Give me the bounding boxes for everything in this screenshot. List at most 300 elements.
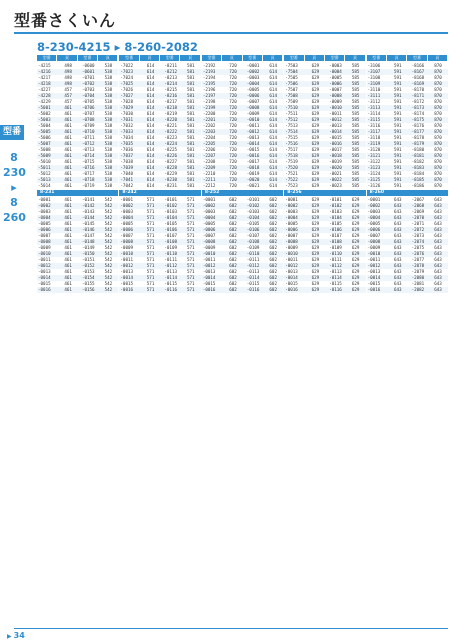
page-ref: 461 — [64, 275, 72, 280]
page-ref: 614 — [146, 105, 155, 110]
model-number: -0004 — [38, 215, 51, 220]
model-number: -0014 — [202, 275, 216, 280]
model-number: -0013 — [329, 123, 342, 128]
page-ref: 720 — [229, 105, 237, 110]
model-number: -4227 — [38, 87, 51, 92]
model-number: -7029 — [120, 105, 134, 110]
model-number: -0008 — [367, 239, 381, 244]
model-number: -0005 — [202, 221, 216, 226]
page-ref: 643 — [434, 275, 442, 280]
column-header — [284, 55, 365, 61]
model-number: -2208 — [202, 159, 216, 164]
page-ref: 629 — [311, 183, 320, 188]
model-number: -0005 — [246, 87, 260, 92]
page-ref: 571 — [146, 269, 155, 274]
model-number: -8184 — [411, 171, 425, 176]
model-number: -0701 — [81, 75, 95, 80]
page-ref: 643 — [394, 233, 402, 238]
model-number: -8219 — [164, 111, 177, 116]
page-ref: 629 — [311, 153, 320, 158]
model-number: -0017 — [329, 147, 342, 152]
page-ref: 629 — [311, 251, 320, 256]
model-number: -0106 — [164, 227, 177, 232]
model-number: -0016 — [246, 153, 260, 158]
model-number: -8185 — [411, 177, 425, 182]
page-ref: 581 — [187, 99, 195, 104]
model-number: -7515 — [285, 135, 298, 140]
model-number: -3123 — [367, 165, 381, 170]
page-ref: 870 — [434, 111, 442, 116]
model-number: -0142 — [81, 203, 95, 208]
page-ref: 629 — [351, 233, 360, 238]
page-ref: 629 — [311, 75, 320, 80]
model-number: -7037 — [120, 153, 134, 158]
model-number: -2071 — [411, 221, 425, 226]
model-number: -5001 — [38, 105, 51, 110]
model-number: -0011 — [246, 123, 260, 128]
model-number: -2077 — [411, 257, 425, 262]
page-ref: 643 — [434, 287, 442, 292]
model-number: -0003 — [329, 63, 342, 68]
model-number: -8215 — [164, 87, 177, 92]
model-number: -0111 — [329, 257, 342, 262]
page-ref: 614 — [146, 147, 155, 152]
model-number: -0101 — [164, 197, 177, 202]
page-ref: 602 — [229, 245, 237, 250]
page-ref: 542 — [104, 251, 113, 256]
model-number: -7032 — [120, 123, 134, 128]
model-number: -4218 — [38, 81, 51, 86]
model-number: -2204 — [202, 135, 216, 140]
page-ref: 538 — [104, 159, 113, 164]
series-subheading: 8-242 — [119, 190, 200, 196]
index-row — [37, 183, 118, 189]
page-ref: 581 — [187, 177, 195, 182]
model-number: -8169 — [411, 81, 425, 86]
page-ref: 643 — [434, 203, 442, 208]
model-number: -0717 — [81, 171, 95, 176]
model-number: -2198 — [202, 99, 216, 104]
page-ref: 720 — [229, 171, 237, 176]
page-ref: 571 — [146, 287, 155, 292]
page-ref: 643 — [394, 251, 402, 256]
model-number: -0712 — [81, 141, 95, 146]
page-ref: 585 — [351, 159, 360, 164]
page-ref: 870 — [434, 141, 442, 146]
page-ref: 870 — [434, 81, 442, 86]
page-ref: 591 — [394, 129, 402, 134]
model-number: -0102 — [246, 203, 260, 208]
page-ref: 602 — [229, 215, 237, 220]
page-ref: 591 — [394, 99, 402, 104]
page-ref: 614 — [146, 69, 155, 74]
page-ref: 720 — [229, 183, 237, 188]
page-ref: 585 — [351, 75, 360, 80]
model-number: -0001 — [202, 197, 216, 202]
column-header — [119, 55, 200, 61]
page-ref: 629 — [351, 215, 360, 220]
page-ref: 461 — [64, 239, 72, 244]
model-number: -8221 — [164, 123, 177, 128]
model-number: -0015 — [120, 281, 134, 286]
page-ref: 870 — [434, 135, 442, 140]
model-number: -0003 — [120, 209, 134, 214]
page-ref: 643 — [394, 227, 402, 232]
page-ref: 571 — [187, 203, 195, 208]
page-ref: 614 — [146, 177, 155, 182]
model-number: -7504 — [285, 69, 298, 74]
page-ref: 870 — [434, 123, 442, 128]
page-ref: 542 — [104, 233, 113, 238]
page-ref: 542 — [104, 209, 113, 214]
page-ref: 643 — [394, 215, 402, 220]
model-number: -8186 — [411, 183, 425, 188]
page-ref: 585 — [351, 111, 360, 116]
model-number: -0154 — [81, 275, 95, 280]
page-ref: 571 — [146, 209, 155, 214]
model-number: -8175 — [411, 117, 425, 122]
model-number: -0009 — [38, 245, 51, 250]
page-ref: 614 — [146, 153, 155, 158]
page-ref: 643 — [434, 197, 442, 202]
model-number: -0014 — [38, 275, 51, 280]
model-number: -0109 — [246, 245, 260, 250]
model-number: -0020 — [329, 165, 342, 170]
page-ref: 629 — [311, 227, 320, 232]
page-ref: 629 — [351, 197, 360, 202]
model-number: -2076 — [411, 251, 425, 256]
model-number: -0111 — [164, 257, 177, 262]
index-column — [284, 55, 365, 623]
model-number: -0110 — [329, 251, 342, 256]
page-ref: 720 — [229, 87, 237, 92]
page-ref: 643 — [434, 239, 442, 244]
page-number — [7, 631, 25, 640]
model-number: -0011 — [367, 257, 381, 262]
model-number: -7520 — [285, 165, 298, 170]
page-ref: 870 — [434, 63, 442, 68]
page-ref: 571 — [187, 275, 195, 280]
page-ref: 542 — [104, 203, 113, 208]
model-number: -0015 — [285, 281, 298, 286]
model-number: -3117 — [367, 129, 381, 134]
model-number: -8166 — [411, 63, 425, 68]
page-ref: 591 — [394, 135, 402, 140]
model-number: -8226 — [164, 153, 177, 158]
model-number: -8231 — [164, 183, 177, 188]
page-ref: 643 — [434, 281, 442, 286]
page-ref: 571 — [187, 209, 195, 214]
model-number: -0013 — [120, 269, 134, 274]
model-number: -2209 — [202, 165, 216, 170]
page-ref: 720 — [229, 123, 237, 128]
index-row — [284, 183, 365, 189]
model-number: -3106 — [367, 63, 381, 68]
page-ref: 614 — [146, 171, 155, 176]
column-header-cell: 型番 — [202, 55, 222, 61]
series-subheading: 8-231 — [37, 190, 118, 196]
model-number: -0110 — [246, 251, 260, 256]
page-ref: 585 — [351, 129, 360, 134]
page-ref: 585 — [351, 63, 360, 68]
page-ref: 461 — [64, 165, 72, 170]
model-number: -0005 — [367, 221, 381, 226]
page-ref: 571 — [146, 227, 155, 232]
model-number: -2078 — [411, 263, 425, 268]
page-ref: 629 — [351, 275, 360, 280]
page-ref: 614 — [146, 165, 155, 170]
model-number: -4215 — [38, 63, 51, 68]
model-number: -7503 — [285, 63, 298, 68]
page-ref: 591 — [394, 93, 402, 98]
page-ref: 629 — [351, 245, 360, 250]
page-ref: 585 — [351, 135, 360, 140]
model-number: -8178 — [411, 135, 425, 140]
model-number: -2075 — [411, 245, 425, 250]
page-ref: 591 — [394, 117, 402, 122]
model-number: -8179 — [411, 141, 425, 146]
model-number: -0004 — [202, 215, 216, 220]
page-ref: 629 — [311, 209, 320, 214]
page-ref: 581 — [187, 81, 195, 86]
page-ref: 538 — [104, 69, 113, 74]
model-number: -0112 — [246, 263, 260, 268]
model-number: -0019 — [329, 159, 342, 164]
page-ref: 614 — [146, 135, 155, 140]
page-ref: 591 — [394, 69, 402, 74]
page-ref: 602 — [269, 239, 277, 244]
model-number: -0111 — [246, 257, 260, 262]
page-ref: 629 — [311, 69, 320, 74]
page-ref: 602 — [269, 275, 277, 280]
page-ref: 629 — [311, 171, 320, 176]
range-heading: 8-230-4215 ▸ 8-260-2082 — [37, 40, 198, 54]
side-range-part: 8 — [10, 151, 18, 164]
page-ref: 720 — [229, 75, 237, 80]
page-ref: 571 — [187, 251, 195, 256]
page-ref: 629 — [351, 287, 360, 292]
page-ref: 614 — [146, 141, 155, 146]
model-number: -3108 — [367, 75, 381, 80]
page-ref: 581 — [187, 123, 195, 128]
model-number: -8171 — [411, 93, 425, 98]
title-rule — [14, 32, 448, 34]
page-ref: 571 — [187, 257, 195, 262]
page-ref: 643 — [434, 263, 442, 268]
page-ref: 498 — [64, 63, 72, 68]
model-number: -8218 — [164, 105, 177, 110]
model-number: -0012 — [202, 263, 216, 268]
page-ref: 538 — [104, 75, 113, 80]
page-ref: 591 — [394, 171, 402, 176]
model-number: -7508 — [285, 93, 298, 98]
page-ref: 538 — [104, 93, 113, 98]
page-ref: 614 — [269, 153, 277, 158]
page-ref: 591 — [394, 183, 402, 188]
model-number: -0107 — [329, 233, 342, 238]
model-number: -0007 — [202, 233, 216, 238]
page-ref: 870 — [434, 105, 442, 110]
page-ref: 629 — [311, 287, 320, 292]
model-number: -0011 — [202, 257, 216, 262]
page-ref: 571 — [146, 281, 155, 286]
model-number: -7023 — [120, 69, 134, 74]
model-number: -2202 — [202, 123, 216, 128]
column-header — [367, 55, 448, 61]
model-number: -3112 — [367, 99, 381, 104]
model-number: -7025 — [120, 81, 134, 86]
model-number: -0103 — [329, 209, 342, 214]
page-ref: 542 — [104, 227, 113, 232]
model-number: -0005 — [329, 75, 342, 80]
page-ref: 643 — [394, 269, 402, 274]
page-ref: 602 — [229, 227, 237, 232]
model-number: -0116 — [329, 287, 342, 292]
page-ref: 461 — [64, 159, 72, 164]
page-ref: 602 — [269, 227, 277, 232]
page-ref: 571 — [187, 269, 195, 274]
page-ref: 538 — [104, 183, 113, 188]
model-number: -8224 — [164, 141, 177, 146]
page-ref: 585 — [351, 177, 360, 182]
model-number: -0107 — [164, 233, 177, 238]
page-ref: 602 — [269, 203, 277, 208]
model-number: -2212 — [202, 183, 216, 188]
page-ref: 581 — [187, 141, 195, 146]
page-ref: 461 — [64, 215, 72, 220]
page-ref: 629 — [351, 203, 360, 208]
model-number: -7035 — [120, 141, 134, 146]
model-number: -0719 — [81, 183, 95, 188]
page-ref: 585 — [351, 165, 360, 170]
page-ref: 643 — [394, 287, 402, 292]
model-number: -7038 — [120, 159, 134, 164]
model-number: -8228 — [164, 165, 177, 170]
model-number: -0103 — [246, 209, 260, 214]
page-ref: 614 — [269, 105, 277, 110]
page-ref: 591 — [394, 177, 402, 182]
page-ref: 571 — [146, 197, 155, 202]
page-ref: 581 — [187, 153, 195, 158]
page-ref: 602 — [229, 209, 237, 214]
model-number: -7513 — [285, 123, 298, 128]
model-number: -0705 — [81, 99, 95, 104]
model-number: -0002 — [38, 203, 51, 208]
page-ref: 643 — [434, 269, 442, 274]
page-ref: 571 — [187, 287, 195, 292]
model-number: -5012 — [38, 171, 51, 176]
model-number: -0013 — [285, 269, 298, 274]
page-ref: 614 — [269, 69, 277, 74]
model-number: -0114 — [164, 275, 177, 280]
model-number: -7030 — [120, 111, 134, 116]
page-ref: 602 — [229, 251, 237, 256]
model-number: -0012 — [285, 263, 298, 268]
page-ref: 643 — [394, 209, 402, 214]
page-ref: 629 — [311, 135, 320, 140]
page-ref: 629 — [311, 197, 320, 202]
model-number: -0010 — [120, 251, 134, 256]
model-number: -0007 — [38, 233, 51, 238]
column-header-cell: 型番 — [37, 55, 57, 61]
model-number: -0012 — [246, 129, 260, 134]
page-ref: 461 — [64, 281, 72, 286]
model-number: -0153 — [81, 269, 95, 274]
model-number: -7041 — [120, 177, 134, 182]
side-tab: 型番 — [0, 125, 24, 140]
model-number: -0016 — [285, 287, 298, 292]
page-ref: 591 — [394, 147, 402, 152]
model-number: -0709 — [81, 123, 95, 128]
model-number: -2201 — [202, 117, 216, 122]
page-ref: 581 — [187, 147, 195, 152]
model-number: -0114 — [246, 275, 260, 280]
model-number: -0014 — [367, 275, 381, 280]
model-number: -0106 — [329, 227, 342, 232]
page-ref: 461 — [64, 117, 72, 122]
model-number: -0011 — [120, 257, 134, 262]
model-number: -0006 — [38, 227, 51, 232]
model-number: -0104 — [164, 215, 177, 220]
model-number: -3125 — [367, 177, 381, 182]
model-number: -0704 — [81, 93, 95, 98]
page-ref: 461 — [64, 153, 72, 158]
model-number: -0101 — [329, 197, 342, 202]
page-ref: 614 — [269, 93, 277, 98]
model-number: -3124 — [367, 171, 381, 176]
page-ref: 629 — [311, 147, 320, 152]
page-ref: 571 — [146, 263, 155, 268]
page-ref: 629 — [311, 63, 320, 68]
model-number: -0106 — [246, 227, 260, 232]
page-ref: 614 — [146, 75, 155, 80]
model-number: -2070 — [411, 215, 425, 220]
column-header-cell: 型番 — [407, 55, 427, 61]
model-number: -0143 — [81, 209, 95, 214]
page-ref: 870 — [434, 153, 442, 158]
page-ref: 591 — [394, 87, 402, 92]
model-number: -0004 — [329, 69, 342, 74]
model-number: -0012 — [120, 263, 134, 268]
page-ref: 602 — [269, 257, 277, 262]
model-number: -0007 — [120, 233, 134, 238]
model-number: -0021 — [329, 171, 342, 176]
column-header-cell: 型番 — [243, 55, 263, 61]
model-number: -2211 — [202, 177, 216, 182]
model-number: -8222 — [164, 129, 177, 134]
page-ref: 602 — [269, 251, 277, 256]
model-number: -0015 — [329, 135, 342, 140]
model-number: -7024 — [120, 75, 134, 80]
page-ref: 602 — [269, 245, 277, 250]
model-number: -0008 — [329, 93, 342, 98]
page-ref: 581 — [187, 171, 195, 176]
index-row — [37, 287, 118, 293]
page-ref: 614 — [269, 177, 277, 182]
page-ref: 542 — [104, 215, 113, 220]
page-ref: 629 — [311, 245, 320, 250]
model-number: -0102 — [329, 203, 342, 208]
page-ref: 614 — [269, 111, 277, 116]
column-header-cell: 頁 — [305, 55, 325, 61]
page-ref: 629 — [311, 93, 320, 98]
column-header-cell: 頁 — [57, 55, 77, 61]
page-ref: 571 — [146, 275, 155, 280]
page-ref: 457 — [64, 87, 72, 92]
page-ref: 571 — [187, 233, 195, 238]
model-number: -0115 — [246, 281, 260, 286]
model-number: -7042 — [120, 183, 134, 188]
